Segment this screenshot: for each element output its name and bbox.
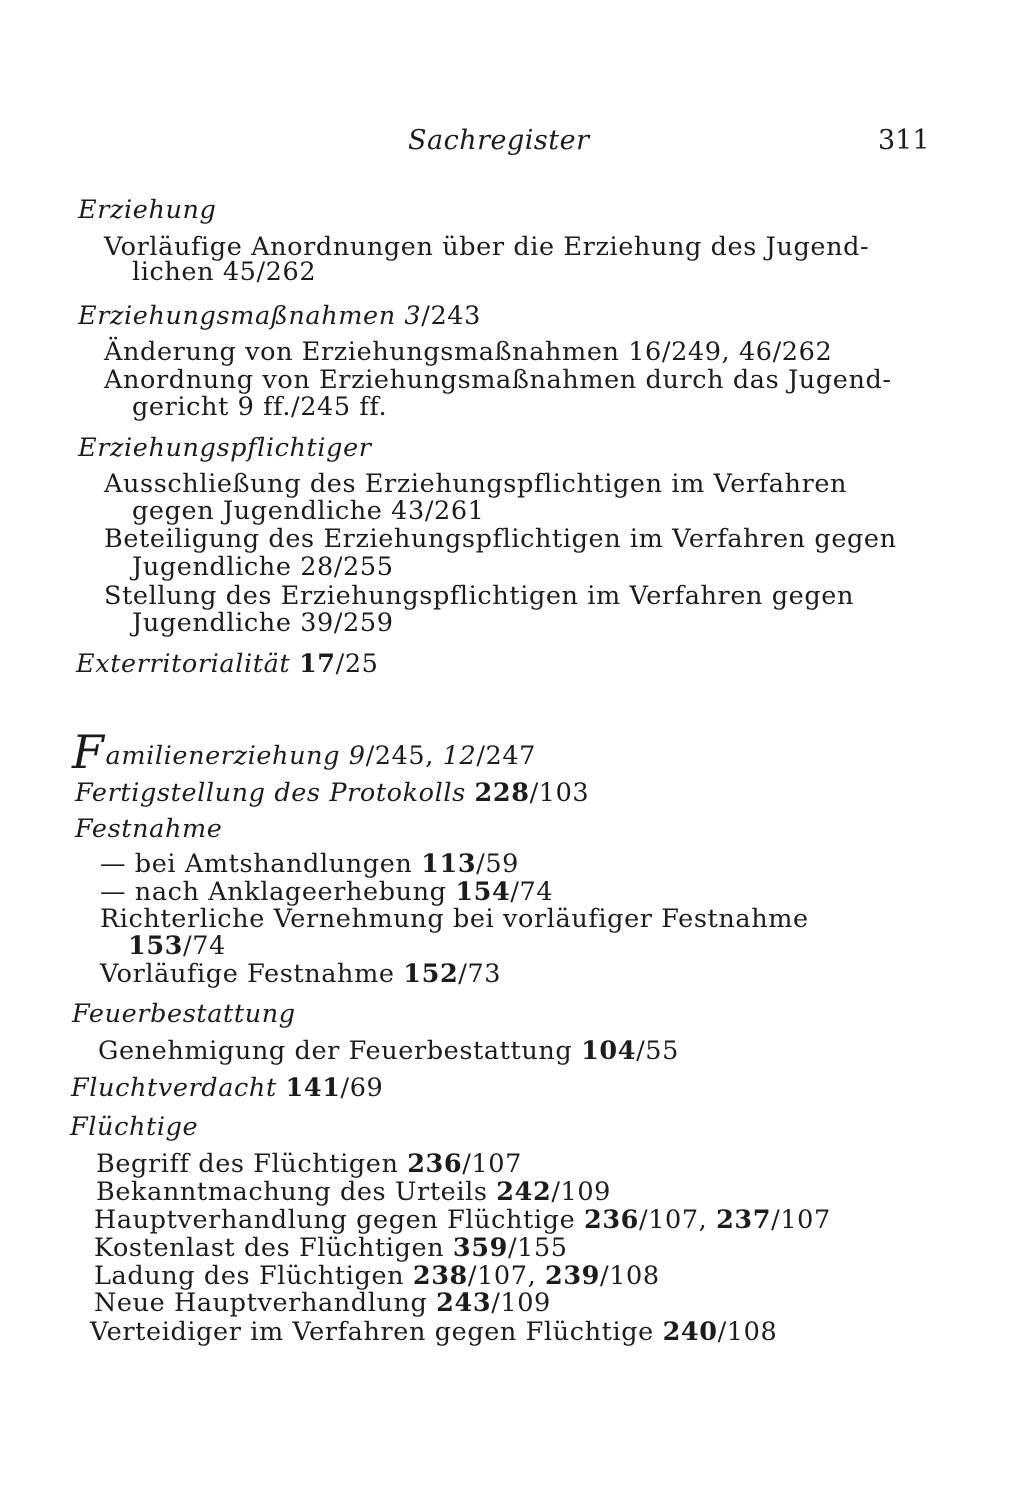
- page-ref: /59: [476, 849, 520, 879]
- index-subentry-cont: Jugendliche 28/255: [132, 552, 394, 582]
- page-ref-bold: 243: [436, 1288, 492, 1318]
- page-ref-italic: 12: [442, 741, 477, 771]
- index-subentry: [94, 1262, 660, 1290]
- page-ref: /107,: [467, 1261, 545, 1291]
- page-ref: /69: [340, 1073, 384, 1103]
- index-subentry-cont: Jugendliche 39/259: [132, 608, 394, 638]
- index-heading: Feuerbestattung: [72, 999, 296, 1029]
- index-subentry: [100, 960, 501, 988]
- index-subentry: Ausschließung des Erziehungspflichtigen im Verfahren: [104, 469, 848, 499]
- page-ref: /107: [462, 1149, 522, 1179]
- subentry-text: Genehmigung der Feuerbestattung: [98, 1036, 582, 1066]
- heading-text: Exterritorialität: [76, 649, 291, 679]
- page-ref-bold: 228: [474, 778, 530, 808]
- index-heading: [72, 725, 536, 779]
- page-ref-bold: 236: [583, 1205, 640, 1235]
- page-ref: /109: [551, 1177, 611, 1207]
- page-ref: /74: [183, 931, 226, 961]
- page-ref: /108: [600, 1261, 660, 1291]
- page-ref: /155: [507, 1233, 568, 1263]
- index-subentry: [98, 1037, 679, 1065]
- page-ref-bold: 242: [496, 1177, 552, 1207]
- heading-text: Erziehungsmaßnahmen 3: [78, 301, 422, 331]
- index-subentry: [100, 878, 553, 906]
- page-ref-bold: 239: [544, 1261, 601, 1291]
- index-subentry: [96, 1150, 522, 1178]
- running-title: Sachregister: [408, 125, 590, 156]
- page-ref: /243: [421, 301, 481, 331]
- heading-text: amilienerziehung 9: [105, 741, 366, 771]
- index-heading: [71, 1074, 383, 1102]
- page-ref-bold: 104: [581, 1036, 637, 1066]
- page-ref: /245,: [365, 741, 443, 771]
- index-heading: Erziehung: [78, 195, 217, 225]
- index-subentry: Beteiligung des Erziehungspflichtigen im Verfahren gegen: [104, 524, 897, 554]
- index-heading: [76, 650, 378, 678]
- heading-text: Fertigstellung des Protokolls: [75, 778, 466, 808]
- index-subentry: [100, 850, 519, 878]
- subentry-text: Ladung des Flüchtigen: [94, 1261, 413, 1291]
- index-subentry-cont: gericht 9 ff./245 ff.: [132, 392, 388, 422]
- page-ref-bold: 238: [412, 1261, 468, 1291]
- index-subentry: [96, 1178, 611, 1206]
- page-ref-bold: 153: [128, 931, 184, 961]
- section-initial: F: [72, 725, 105, 779]
- page-ref: /247: [476, 741, 536, 771]
- page-ref-bold: 152: [403, 959, 459, 989]
- index-subentry: [94, 1234, 568, 1262]
- index-heading: Flüchtige: [70, 1112, 199, 1142]
- page-ref-bold: 141: [285, 1073, 341, 1103]
- page-ref: /103: [529, 778, 590, 808]
- subentry-text: — bei Amtshandlungen: [100, 849, 422, 879]
- index-subentry: [90, 1318, 777, 1346]
- page-ref-bold: 240: [662, 1317, 718, 1347]
- index-subentry: [94, 1206, 831, 1234]
- page-ref: /109: [491, 1288, 551, 1318]
- index-subentry: [94, 1289, 551, 1317]
- index-subentry: Vorläufige Anordnungen über die Erziehung des Jugend-: [104, 232, 870, 262]
- page-ref-bold: 154: [455, 877, 511, 907]
- page-header: [0, 125, 1024, 165]
- subentry-text: Kostenlast des Flüchtigen: [94, 1233, 453, 1263]
- page-ref: /108: [717, 1317, 778, 1347]
- index-subentry: Stellung des Erziehungspflichtigen im Verfahren gegen: [104, 581, 855, 611]
- index-heading: [75, 779, 589, 807]
- page-ref-bold: 236: [407, 1149, 463, 1179]
- page-ref: /74: [510, 877, 554, 907]
- subentry-text: Hauptverhandlung gegen Flüchtige: [94, 1205, 584, 1235]
- page-ref: /25: [335, 649, 379, 679]
- subentry-text: Vorläufige Festnahme: [100, 959, 404, 989]
- index-subentry: Richterliche Vernehmung bei vorläufiger Festnahme: [100, 904, 809, 934]
- page-ref: /55: [636, 1036, 679, 1066]
- index-heading: Erziehungspflichtiger: [78, 433, 372, 463]
- index-subentry: Änderung von Erziehungsmaßnahmen 16/249, 46/262: [104, 337, 833, 367]
- subentry-text: Verteidiger im Verfahren gegen Flüchtige: [90, 1317, 663, 1347]
- page-ref-bold: 17: [298, 649, 336, 679]
- heading-text: Fluchtverdacht: [71, 1073, 277, 1103]
- page-ref: /107,: [639, 1205, 717, 1235]
- page-ref: /73: [458, 959, 502, 989]
- subentry-text: Bekanntmachung des Urteils: [96, 1177, 497, 1207]
- page-ref-bold: 359: [452, 1233, 508, 1263]
- page-ref-bold: 237: [716, 1205, 772, 1235]
- index-subentry-cont: lichen 45/262: [132, 257, 317, 287]
- page-number: 311: [878, 125, 930, 156]
- index-subentry-cont: gegen Jugendliche 43/261: [132, 496, 485, 526]
- index-subentry-cont: [128, 932, 226, 960]
- index-heading: [78, 302, 481, 330]
- subentry-text: — nach Anklageerhebung: [100, 877, 456, 907]
- page-ref-bold: 113: [421, 849, 477, 879]
- index-subentry: Anordnung von Erziehungsmaßnahmen durch das Jugend-: [104, 365, 892, 395]
- index-heading: Festnahme: [75, 814, 223, 844]
- subentry-text: Neue Hauptverhandlung: [94, 1288, 437, 1318]
- subentry-text: Begriff des Flüchtigen: [96, 1149, 408, 1179]
- page-ref: /107: [771, 1205, 831, 1235]
